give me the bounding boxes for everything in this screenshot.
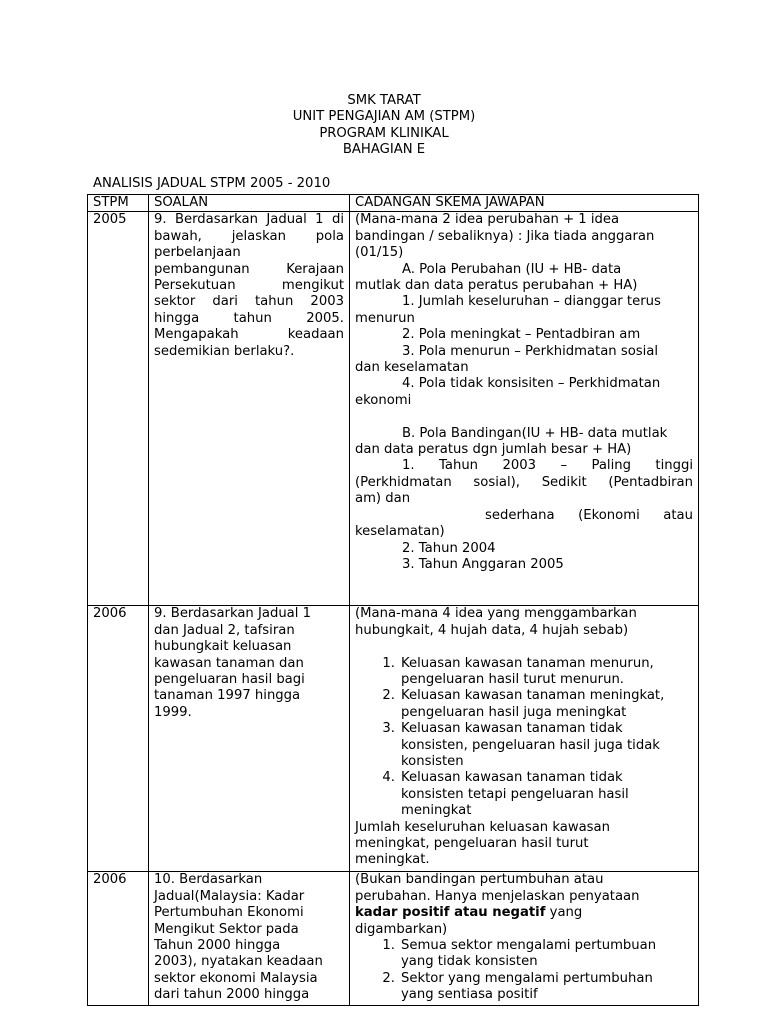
question-line: 2003), nyatakan keadaan (154, 954, 323, 970)
list-line: Keluasan kawasan tanaman tidak (401, 770, 623, 786)
question-line: Persekutuan mengikut (154, 278, 344, 294)
list-item (355, 770, 693, 819)
list-text (401, 770, 693, 819)
question-cell (149, 212, 350, 606)
list-item (355, 721, 693, 770)
question-line: pembangunan Kerajaan (154, 261, 344, 277)
list-text (401, 688, 693, 721)
blank-line (355, 409, 693, 425)
answer-line: mutlak dan data peratus perubahan + HA) (355, 278, 638, 294)
question-line: hubungkait keluasan (154, 639, 292, 655)
answer-line: dan data peratus dgn jumlah besar + HA) (355, 442, 632, 458)
list-item (355, 688, 693, 721)
question-line: tanaman 1997 hingga (154, 688, 301, 704)
question-line: sektor dari tahun 2003 (154, 294, 344, 310)
answer-line: (Perkhidmatan sosial), Sedikit (Pentadbiran (355, 474, 693, 490)
answer-line: ekonomi (355, 392, 412, 408)
list-number: 2. (382, 970, 395, 986)
list-line: pengeluaran hasil turut menurun. (401, 672, 624, 688)
list-line: konsisten (401, 754, 464, 770)
answer-line: bandingan / sebaliknya) : Jika tiada anggaran (355, 228, 655, 244)
answer-line: meningkat. (355, 852, 430, 868)
question-cell (149, 606, 350, 872)
answer-line: meningkat, pengeluaran hasil turut (355, 836, 589, 852)
table-caption: ANALISIS JADUAL STPM 2005 - 2010 (93, 176, 331, 191)
list-line: yang sentiasa positif (401, 987, 538, 1003)
answer-line: digambarkan) (355, 921, 448, 937)
school-name: SMK TARAT (347, 93, 421, 108)
list-line: konsisten, pengeluaran hasil juga tidak (401, 737, 660, 753)
list-item (355, 938, 693, 971)
question-line: 1999. (154, 704, 192, 720)
answer-cell (350, 872, 699, 1006)
list-number: 2. (382, 688, 395, 704)
list-line: Semua sektor mengalami pertumbuan (401, 938, 657, 954)
blank-line (355, 639, 693, 655)
answer-line: 1. Jumlah keseluruhan – dianggar terus (402, 294, 661, 310)
list-line: yang tidak konsisten (401, 954, 538, 970)
answer-line: 2. Tahun 2004 (402, 540, 496, 556)
answer-line: sederhana (Ekonomi atau (485, 507, 693, 523)
header-cadangan: CADANGAN SKEMA JAWAPAN (350, 195, 699, 212)
question-line: Tahun 2000 hingga (154, 938, 281, 954)
answer-line: menurun (355, 310, 415, 326)
answer-line: hubungkait, 4 hujah data, 4 hujah sebab) (355, 622, 629, 638)
answer-line: 3. Tahun Anggaran 2005 (402, 556, 564, 572)
program-name: PROGRAM KLINIKAL (319, 125, 449, 141)
list-item (355, 656, 693, 689)
question-line: sektor ekonomi Malaysia (154, 970, 318, 986)
header-soalan: SOALAN (149, 195, 350, 212)
answer-line: am) dan (355, 491, 411, 507)
question-line: 10. Berdasarkan (154, 872, 263, 888)
table-row (88, 872, 699, 1006)
document-header (0, 93, 768, 158)
answer-line: (Mana-mana 4 idea yang menggambarkan (355, 606, 637, 622)
table-row (88, 606, 699, 872)
year-cell: 2006 (88, 872, 149, 1006)
list-line: Keluasan kawasan tanaman menurun, (401, 655, 654, 671)
bold-phrase: kadar positif atau negatif (355, 905, 546, 921)
answer-line: 2. Pola meningkat – Pentadbiran am (402, 327, 641, 343)
question-line: Mengikut Sektor pada (154, 921, 299, 937)
table-row (88, 212, 699, 606)
answer-line: 3. Pola menurun – Perkhidmatan sosial (402, 343, 659, 359)
question-line: 9. Berdasarkan Jadual 1 di (154, 212, 344, 228)
list-line: Sektor yang mengalami pertumbuhan (401, 970, 653, 986)
list-line: Keluasan kawasan tanaman meningkat, (401, 688, 665, 704)
answer-line: B. Pola Bandingan(IU + HB- data mutlak (402, 425, 668, 441)
question-line: perbelanjaan (154, 245, 241, 261)
list-number: 3. (382, 721, 395, 737)
list-line: pengeluaran hasil juga meningkat (401, 704, 627, 720)
answer-text: yang (545, 905, 583, 921)
year-cell: 2005 (88, 212, 149, 606)
answer-line: 4. Pola tidak konsisiten – Perkhidmatan (402, 376, 661, 392)
question-line: pengeluaran hasil bagi (154, 672, 305, 688)
analysis-table (87, 194, 699, 1006)
list-text (401, 938, 693, 971)
answer-line: (Bukan bandingan pertumbuhan atau (355, 872, 604, 888)
question-line: Pertumbuhan Ekonomi (154, 905, 304, 921)
year-cell: 2006 (88, 606, 149, 872)
question-line: Jadual(Malaysia: Kadar (154, 888, 305, 904)
answer-line: 1. Tahun 2003 – Paling tinggi (402, 458, 693, 474)
answer-line: dan keselamatan (355, 360, 469, 376)
question-line: hingga tahun 2005. (154, 310, 344, 326)
list-text (401, 721, 693, 770)
answer-line: A. Pola Perubahan (IU + HB- data (402, 261, 622, 277)
answer-line (355, 905, 693, 921)
list-item (355, 971, 693, 1004)
question-cell (149, 872, 350, 1006)
answer-cell (350, 606, 699, 872)
list-line: meningkat (401, 803, 472, 819)
answer-line: Jumlah keseluruhan keluasan kawasan (355, 819, 610, 835)
answer-cell (350, 212, 699, 606)
answer-line: (01/15) (355, 245, 404, 261)
list-number: 1. (382, 655, 395, 671)
question-line: kawasan tanaman dan (154, 655, 304, 671)
answer-list (355, 938, 693, 1004)
list-number: 1. (382, 938, 395, 954)
question-line: 9. Berdasarkan Jadual 1 (154, 606, 312, 622)
list-text (401, 971, 693, 1004)
list-text (401, 656, 693, 689)
answer-line: (Mana-mana 2 idea perubahan + 1 idea (355, 212, 620, 228)
question-line: bawah, jelaskan pola (154, 228, 344, 244)
unit-name: UNIT PENGAJIAN AM (STPM) (292, 109, 476, 125)
answer-line: keselamatan) (355, 524, 445, 540)
question-line: sedemikian berlaku?. (154, 343, 295, 359)
question-line: dari tahun 2000 hingga (154, 987, 310, 1003)
question-line: Mengapakah keadaan (154, 327, 344, 343)
list-line: Keluasan kawasan tanaman tidak (401, 721, 623, 737)
section-name: BAHAGIAN E (342, 141, 426, 157)
question-line: dan Jadual 2, tafsiran (154, 622, 295, 638)
list-number: 4. (382, 770, 395, 786)
answer-line: perubahan. Hanya menjelaskan penyataan (355, 888, 640, 904)
table-header-row (88, 195, 699, 212)
list-line: konsisten tetapi pengeluaran hasil (401, 786, 629, 802)
answer-list (355, 656, 693, 820)
header-stpm: STPM (88, 195, 149, 212)
